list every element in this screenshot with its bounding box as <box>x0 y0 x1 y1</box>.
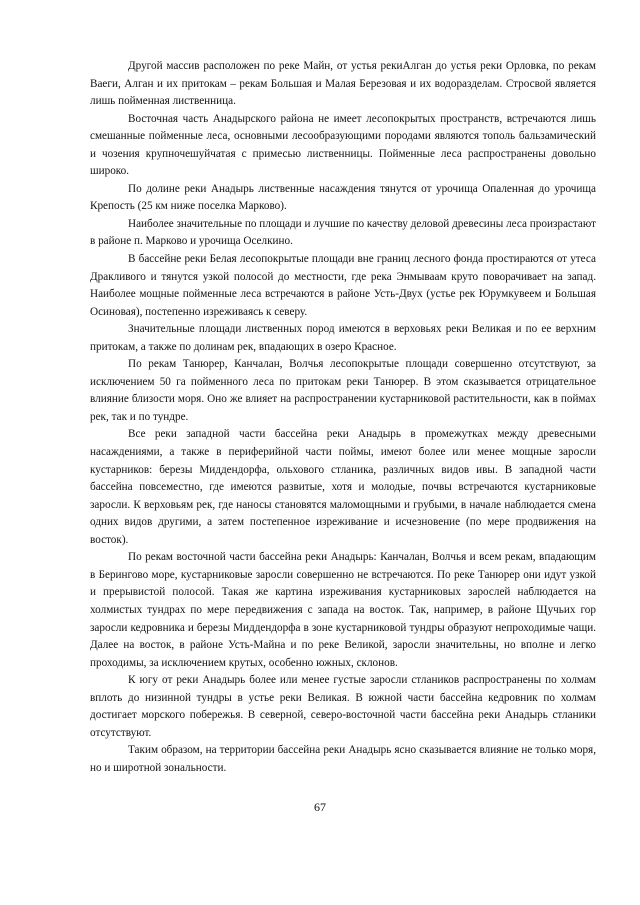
page-number: 67 <box>314 800 326 814</box>
paragraph-3: По долине реки Анадырь лиственные насаждения тянутся от урочища Опаленная до урочища Крепость (25 км ниже поселка Марково). <box>90 182 596 213</box>
paragraph-2: Восточная часть Анадырского района не имеет лесопокрытых пространств, встречаются лишь смешанные пойменные леса, основными лесообразующими породами являются тополь бальзамический и чозения крупночешуйчатая с примесью лиственницы. Пойменные леса распространены довольно широко. <box>90 112 596 178</box>
document-page <box>90 58 596 777</box>
paragraph-4: Наиболее значительные по площади и лучшие по качеству деловой древесины леса произрастают в районе п. Марково и урочища Оселкино. <box>90 217 596 248</box>
paragraph-5: В бассейне реки Белая лесопокрытые площади вне границ лесного фонда простираются от утеса Дракливого и тянутся узкой полосой до местности, где река Энмываам круто поворачивает на запад. Наиболее мощные пойменные леса встречаются в районе Усть-Двух (устье рек Юрумкувеем и Большая Осиновая), постепенно изреживаясь к северу. <box>90 253 596 318</box>
paragraph-11: Таким образом, на территории бассейна реки Анадырь ясно сказывается влияние не только моря, но и широтной зональности. <box>90 744 596 774</box>
paragraph-10: К югу от реки Анадырь более или менее густые заросли стлаников распространены по холмам вплоть до низинной тундры в устье реки Великая. В южной части бассейна кедровник по холмам достигает морского побережья. В северной, северо-восточной части бассейна реки Анадырь стланики отсутствуют. <box>90 674 596 739</box>
paragraph-7: По рекам Танюрер, Канчалан, Волчья лесопокрытые площади совершенно отсутствуют, за исключением 50 га пойменного леса по притокам реки Танюрер. В этом сказывается отрицательное влияние близости моря. Оно же влияет на распространении кустарниковой растительности, как в поймах рек, так и по тундре. <box>90 358 596 423</box>
paragraph-6: Значительные площади лиственных пород имеются в верховьях реки Великая и по ее верхним притокам, а также по долинам рек, впадающих в озеро Красное. <box>90 323 596 353</box>
paragraph-9: По рекам восточной части бассейна реки Анадырь: Канчалан, Волчья и всем рекам, впадающим в Берингово море, кустарниковые заросли совершенно не встречаются. По реке Танюрер они идут узкой и прерывистой полосой. Такая же картина изреживания кустарниковых зарослей наблюдается на холмистых тундрах по мере передвижения с запада на восток. Так, например, в районе Щучьих гор заросли кедровника и березы Миддендорфа в зоне кустарниковой тундры образуют непроходимые чащи. Далее на восток, в районе Усть-Майна и по реке Великой, заросли значительны, но вполне и легко проходимы, за исключением крутых, особенно южных, склонов. <box>90 551 596 669</box>
paragraph-8: Все реки западной части бассейна реки Анадырь в промежутках между древесными насаждениями, а также в периферийной части поймы, имеют более или менее мощные заросли кустарников: березы Миддендорфа, ольхового стланика, различных видов ивы. В западной части бассейна повсеместно, где имеются развитые, хотя и молодые, почвы встречаются кустарниковые заросли. К верховьям рек, где наносы становятся маломощными и грубыми, в начале наблюдается смена одних видов другими, а затем постепенное изреживание и исчезновение (по мере продвижения на восток). <box>90 428 596 546</box>
paragraph-1: Другой массив расположен по реке Майн, от устья рекиАлган до устья реки Орловка, по рекам Ваеги, Алган и их притокам – рекам Большая и Малая Березовая и их водоразделам. Стросвой является лишь пойменная лиственница. <box>90 60 596 108</box>
